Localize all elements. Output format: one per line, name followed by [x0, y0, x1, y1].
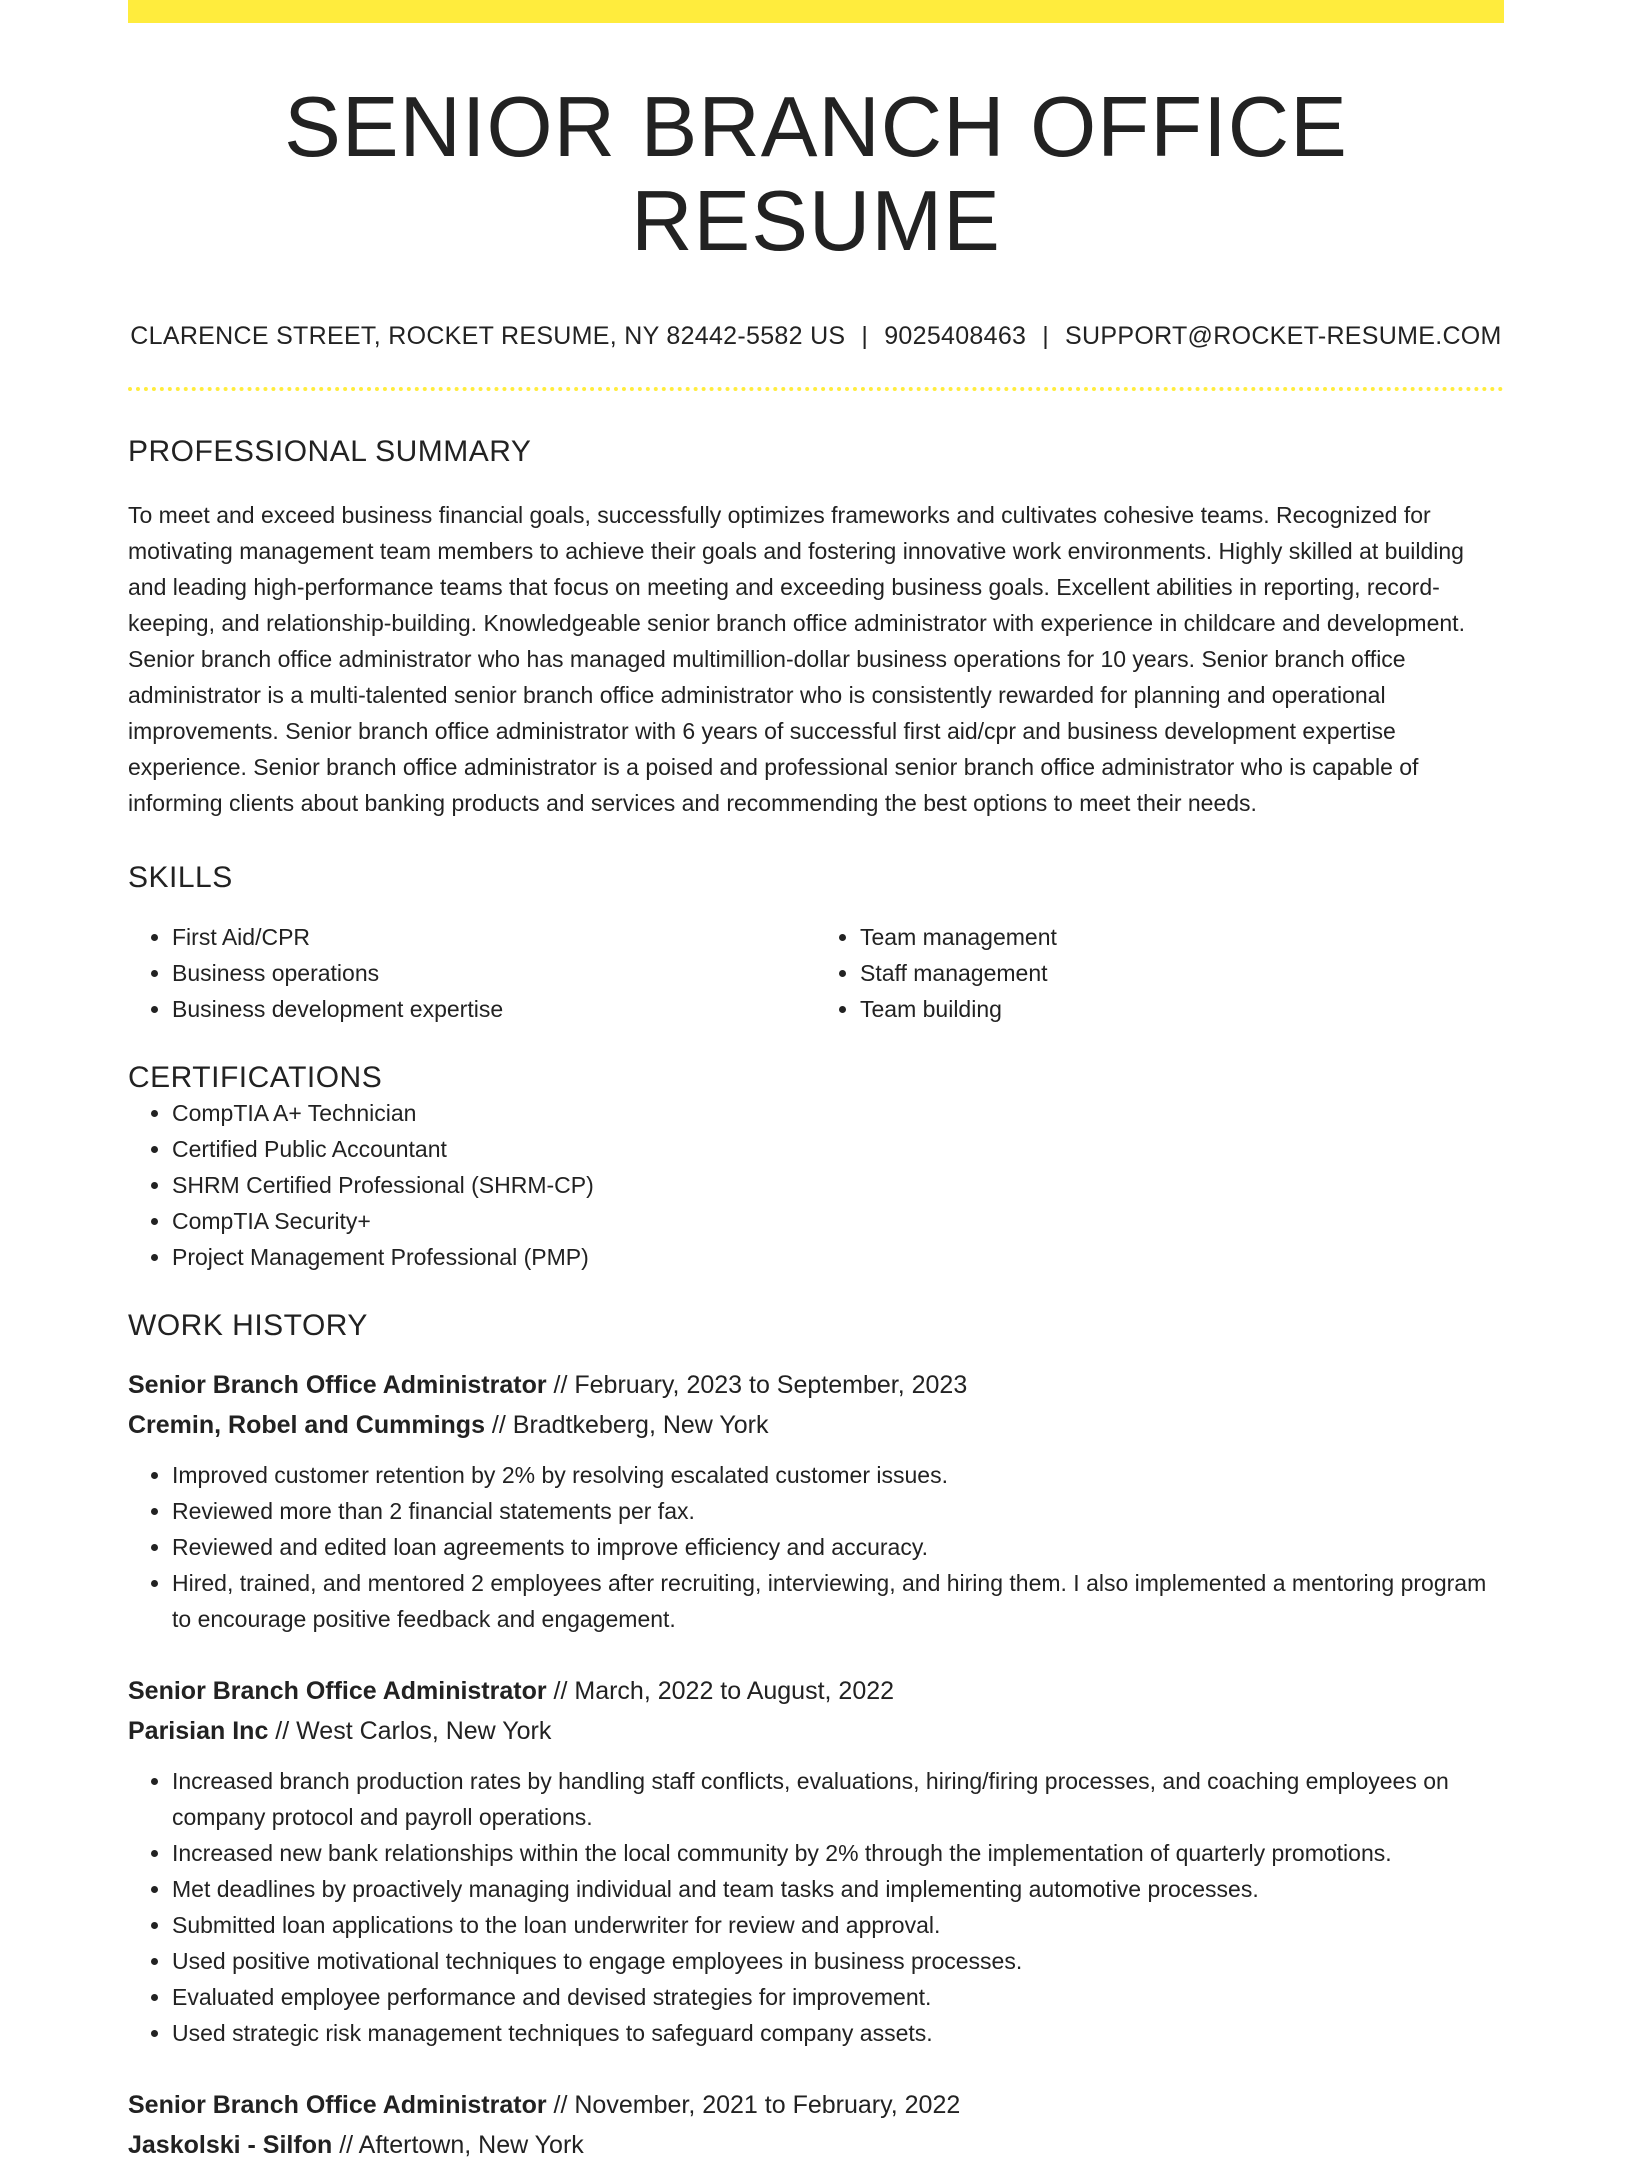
job-bullets	[128, 1763, 1504, 2051]
job-bullet: • Evaluated employee performance and devised strategies for improvement.	[172, 1979, 1504, 2015]
job-role-line	[128, 1671, 1504, 1711]
contact-line	[128, 322, 1504, 351]
certification-item: • CompTIA Security+	[172, 1203, 1504, 1239]
job-role: Senior Branch Office Administrator	[128, 1371, 547, 1399]
resume-page	[128, 0, 1504, 2165]
job-role-line	[128, 2085, 1504, 2125]
job-location: // West Carlos, New York	[268, 1717, 552, 1745]
job-entry	[128, 1671, 1504, 2051]
job-company: Parisian Inc	[128, 1717, 269, 1745]
job-dates: // November, 2021 to February, 2022	[546, 2091, 961, 2119]
job-bullet: • Used strategic risk management techniques to safeguard company assets.	[172, 2015, 1504, 2051]
job-bullets	[128, 1457, 1504, 1637]
skill-item: • Business development expertise	[172, 991, 816, 1027]
skill-item: • Business operations	[172, 955, 816, 991]
job-bullet: • Hired, trained, and mentored 2 employees after recruiting, interviewing, and hiring them. I also implemented a mentoring program to encourage positive feedback and engagement.	[172, 1565, 1504, 1637]
job-bullet: • Met deadlines by proactively managing individual and team tasks and implementing automotive processes.	[172, 1871, 1504, 1907]
job-location: // Aftertown, New York	[332, 2131, 584, 2159]
skill-item: • Team building	[860, 991, 1504, 1027]
job-entry	[128, 1365, 1504, 1637]
skill-item: • First Aid/CPR	[172, 919, 816, 955]
certification-item: • CompTIA A+ Technician	[172, 1095, 1504, 1131]
job-company-line	[128, 2125, 1504, 2165]
certification-item: • SHRM Certified Professional (SHRM-CP)	[172, 1167, 1504, 1203]
job-company: Jaskolski - Silfon	[128, 2131, 333, 2159]
job-location: // Bradtkeberg, New York	[484, 1411, 769, 1439]
skill-item: • Staff management	[860, 955, 1504, 991]
job-bullet: • Increased branch production rates by handling staff conflicts, evaluations, hiring/firing processes, and coaching employees on company protocol and payroll operations.	[172, 1763, 1504, 1835]
job-bullet: • Reviewed more than 2 financial statements per fax.	[172, 1493, 1504, 1529]
contact-address: CLARENCE STREET, ROCKET RESUME, NY 82442-5582 US	[130, 322, 846, 350]
job-dates: // February, 2023 to September, 2023	[546, 1371, 968, 1399]
summary-heading: PROFESSIONAL SUMMARY	[128, 435, 532, 468]
skills-left-list	[128, 919, 816, 1027]
certifications-list	[128, 1095, 1504, 1275]
job-role-line	[128, 1365, 1504, 1405]
job-bullet: • Used positive motivational techniques to engage employees in business processes.	[172, 1943, 1504, 1979]
contact-email[interactable]: SUPPORT@ROCKET-RESUME.COM	[1065, 322, 1502, 350]
summary-text: To meet and exceed business financial goals, successfully optimizes frameworks and cultivates cohesive teams. Recognized for motivating management team members to achieve their goals and fostering innovative work environments. Highly skilled at building and leading high-performance teams that focus on meeting and exceeding business goals. Excellent abilities in reporting, record-keeping, and relationship-building. Knowledgeable senior branch office administrator with experience in childcare and development. Senior branch office administrator who has managed multimillion-dollar business operations for 10 years. Senior branch office administrator is a multi-talented senior branch office administrator who is consistently rewarded for planning and operational improvements. Senior branch office administrator with 6 years of successful first aid/cpr and business development expertise experience. Senior branch office administrator is a poised and professional senior branch office administrator who is capable of informing clients about banking products and services and recommending the best options to meet their needs.	[128, 502, 1465, 816]
job-bullet: • Increased new bank relationships within the local community by 2% through the implementation of quarterly promotions.	[172, 1835, 1504, 1871]
contact-separator: |	[1042, 322, 1050, 350]
job-company-line	[128, 1405, 1504, 1445]
resume-title: SENIOR BRANCH OFFICE RESUME	[284, 80, 1348, 269]
job-company: Cremin, Robel and Cummings	[128, 1411, 485, 1439]
certifications-heading: CERTIFICATIONS	[128, 1061, 383, 1094]
skills-columns	[128, 919, 1504, 1027]
contact-phone: 9025408463	[884, 322, 1027, 350]
skill-item: • Team management	[860, 919, 1504, 955]
job-entry	[128, 2085, 1504, 2165]
certification-item: • Project Management Professional (PMP)	[172, 1239, 1504, 1275]
work-history-heading: WORK HISTORY	[128, 1309, 368, 1342]
contact-separator: |	[861, 322, 869, 350]
top-accent-bar	[128, 0, 1504, 23]
job-role: Senior Branch Office Administrator	[128, 2091, 547, 2119]
job-bullet: • Reviewed and edited loan agreements to improve efficiency and accuracy.	[172, 1529, 1504, 1565]
job-role: Senior Branch Office Administrator	[128, 1677, 547, 1705]
job-dates: // March, 2022 to August, 2022	[546, 1677, 895, 1705]
job-bullet: • Improved customer retention by 2% by resolving escalated customer issues.	[172, 1457, 1504, 1493]
certification-item: • Certified Public Accountant	[172, 1131, 1504, 1167]
job-bullet: • Submitted loan applications to the loan underwriter for review and approval.	[172, 1907, 1504, 1943]
job-company-line	[128, 1711, 1504, 1751]
header-divider	[128, 387, 1504, 391]
skills-heading: SKILLS	[128, 861, 233, 894]
skills-right-list	[816, 919, 1504, 1027]
